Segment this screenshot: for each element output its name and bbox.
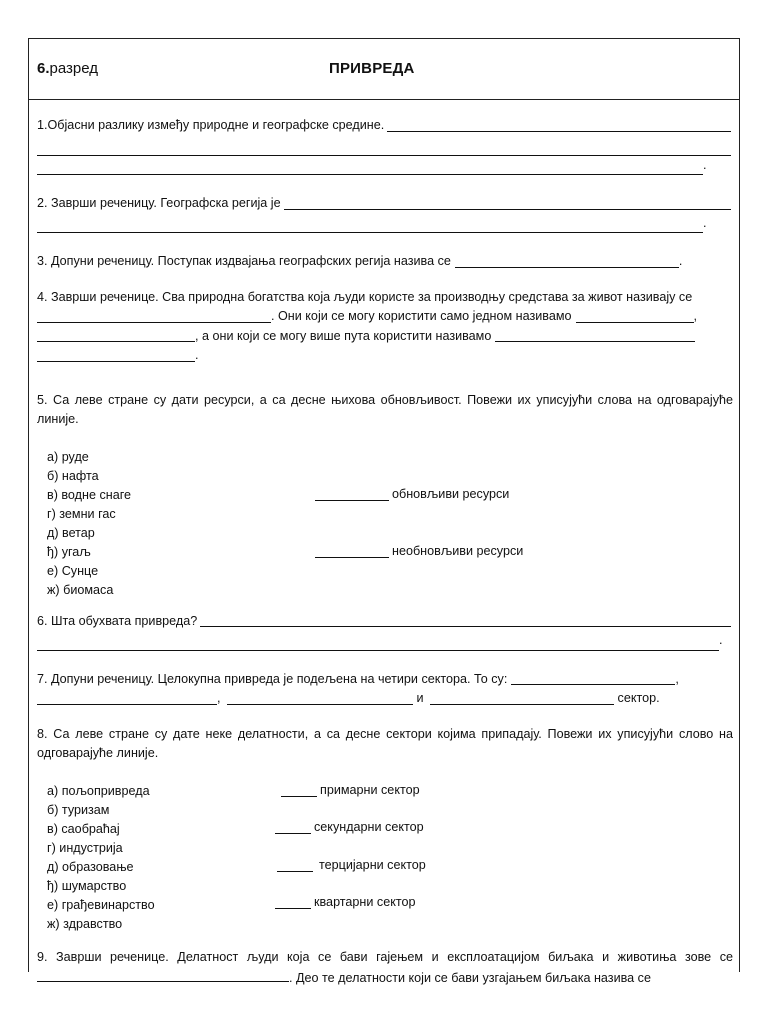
activity-item: ђ) шумарство — [47, 878, 127, 893]
activity-item: е) грађевинарство — [47, 897, 155, 912]
answer-line-4c[interactable] — [37, 327, 195, 342]
question-4-text-b: . Они који се могу користити само једном називамо — [271, 309, 572, 323]
tertiary-answer-line[interactable] — [277, 857, 313, 872]
quaternary-label: квартарни сектор — [314, 895, 416, 909]
tertiary-label: терцијарни сектор — [319, 858, 426, 872]
resource-item: а) руде — [47, 449, 89, 464]
question-4-row-2 — [37, 307, 731, 327]
activity-item: г) индустрија — [47, 840, 123, 855]
answer-line-2a[interactable] — [284, 195, 731, 210]
answer-line-1a[interactable] — [387, 117, 731, 132]
question-4-text-c: , а они који се могу више пута користити називамо — [195, 328, 492, 343]
question-4-text-a — [37, 288, 733, 308]
primary-label: примарни сектор — [320, 783, 420, 797]
worksheet-header — [29, 39, 739, 100]
answer-line-9a[interactable] — [37, 967, 289, 982]
activity-item: а) пољопривреда — [47, 783, 150, 798]
grade-label — [37, 60, 98, 77]
comma: , — [675, 671, 679, 686]
worksheet — [28, 38, 740, 985]
question-3-text: 3. Допуни реченицу. Поступак издвајања географских регија назива се — [37, 254, 451, 268]
nonrenewable-label: необновљиви ресурси — [392, 544, 524, 558]
answer-line-1b[interactable] — [37, 138, 731, 156]
tertiary-match — [277, 857, 426, 876]
sector-answer-4[interactable] — [430, 690, 614, 705]
answer-line-1c-row — [37, 156, 731, 176]
resource-item: д) ветар — [47, 525, 95, 540]
comma: , — [693, 309, 698, 323]
answer-line-6b[interactable] — [37, 634, 719, 651]
answer-line-4a[interactable] — [37, 308, 271, 323]
question-9-text-a: 9. Заврши реченице. Делатност људи која се бави гајењем и експлоатацијом биљака и животиња зове се — [37, 949, 733, 964]
renewable-match — [315, 486, 509, 505]
and-word: и — [416, 691, 424, 705]
worksheet-title: ПРИВРЕДА — [329, 60, 415, 77]
question-7-text: 7. Допуни реченицу. Целокупна привреда је подељена на четири сектора. То су: — [37, 671, 508, 686]
resource-item: г) земни гас — [47, 506, 116, 521]
period: . — [678, 254, 683, 268]
question-4-row-3 — [37, 327, 731, 347]
question-4-row-4 — [37, 346, 731, 366]
answer-line-2b-row — [37, 214, 731, 234]
question-9-text-b: . Део те делатности који се бави узгајањем биљака назива се — [289, 971, 651, 985]
answer-line-4e[interactable] — [37, 347, 195, 362]
period: . — [719, 633, 723, 647]
resource-item: ђ) угаљ — [47, 544, 91, 559]
answer-line-6b-row — [37, 631, 731, 651]
period: . — [703, 157, 707, 172]
period: . — [703, 215, 707, 230]
question-8-list — [37, 782, 731, 934]
question-6 — [37, 612, 731, 632]
answer-line-3[interactable] — [455, 253, 679, 268]
question-2 — [37, 194, 731, 214]
primary-match — [281, 782, 420, 801]
secondary-label: секундарни сектор — [314, 820, 424, 834]
renewable-answer-line[interactable] — [315, 486, 389, 501]
answer-line-1c[interactable] — [37, 158, 703, 175]
activity-item: в) саобраћај — [47, 821, 120, 836]
sector-word: сектор. — [617, 691, 660, 705]
period: . — [195, 348, 199, 362]
sector-answer-2[interactable] — [37, 690, 217, 705]
question-2-text: 2. Заврши реченицу. Географска регија је — [37, 196, 281, 210]
answer-line-6a[interactable] — [200, 612, 731, 627]
resource-item: в) водне снаге — [47, 487, 132, 502]
question-1-text: 1.Објасни разлику између природне и географске средине. — [37, 118, 385, 132]
question-9 — [37, 948, 733, 989]
secondary-match — [275, 819, 424, 838]
question-8-text: 8. Са леве стране су дате неке делатности, а са десне сектори којима припадају. Повежи их уписујући слово на одговарајуће линије. — [37, 726, 733, 760]
quaternary-answer-line[interactable] — [275, 894, 311, 909]
question-1 — [37, 116, 731, 136]
questions — [29, 100, 739, 989]
question-7-row-2 — [37, 689, 731, 709]
question-6-text: 6. Шта обухвата привреда? — [37, 613, 198, 628]
answer-line-2b[interactable] — [37, 216, 703, 233]
nonrenewable-answer-line[interactable] — [315, 543, 389, 558]
comma: , — [217, 691, 221, 705]
primary-answer-line[interactable] — [281, 782, 317, 797]
answer-line-4d[interactable] — [495, 327, 695, 342]
quaternary-match — [275, 894, 416, 913]
secondary-answer-line[interactable] — [275, 819, 311, 834]
resource-item: б) нафта — [47, 468, 99, 483]
question-4-text-a-content: 4. Заврши реченице. Сва природна богатства која људи користе за производњу средстава за живот називају се — [37, 289, 693, 304]
grade-word: разред — [49, 60, 99, 77]
question-5-list — [37, 448, 731, 600]
resource-item: е) Сунце — [47, 563, 99, 578]
sector-answer-1[interactable] — [511, 670, 675, 685]
renewable-label: обновљиви ресурси — [392, 487, 510, 501]
question-7 — [37, 670, 731, 690]
question-4 — [37, 288, 731, 366]
nonrenewable-match — [315, 543, 523, 562]
activity-item: ж) здравство — [47, 916, 123, 931]
activity-item: д) образовање — [47, 859, 134, 874]
resource-item: ж) биомаса — [47, 582, 114, 597]
question-5-text: 5. Са леве стране су дати ресурси, а са десне њихова обновљивост. Повежи их уписујући слова на одговарајуће линије. — [37, 392, 733, 426]
sector-answer-3[interactable] — [227, 690, 413, 705]
activity-item: б) туризам — [47, 802, 110, 817]
question-3 — [37, 252, 731, 272]
grade-number: 6. — [37, 60, 50, 77]
answer-line-4b[interactable] — [576, 308, 694, 323]
